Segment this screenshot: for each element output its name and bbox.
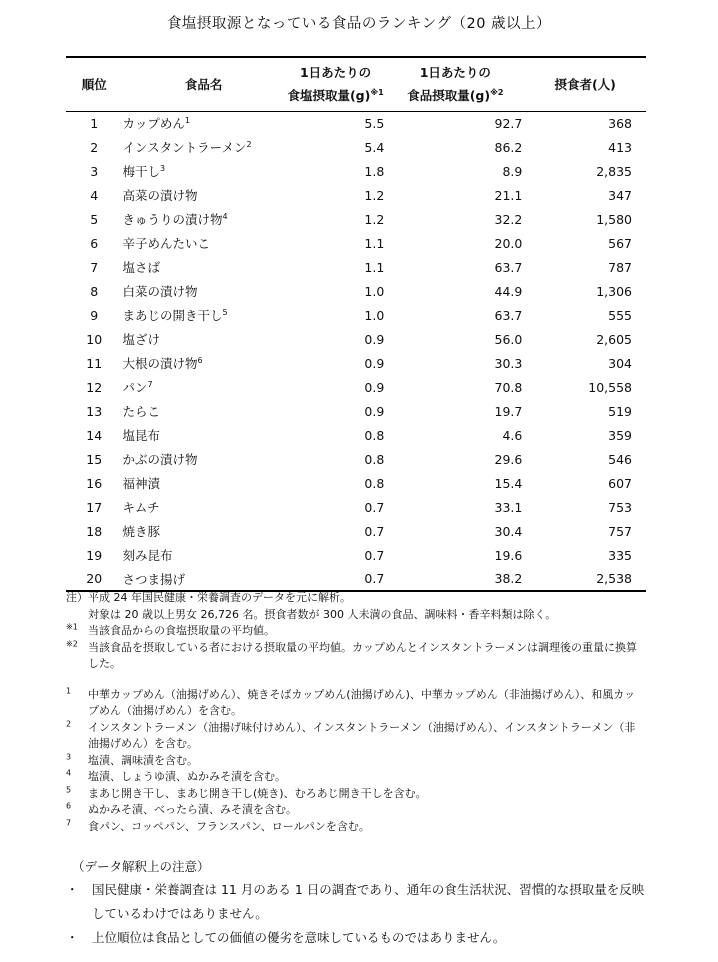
- consumer-count-cell: 519: [608, 403, 632, 419]
- ranking-table: [66, 56, 646, 592]
- caution-heading: （データ解釈上の注意）: [72, 859, 210, 874]
- food-name: 焼き豚: [122, 524, 160, 539]
- food-name: かぶの漬け物: [122, 452, 198, 467]
- note-line2: 対象は 20 歳以上男女 26,726 名。摂食者数が 300 人未満の食品、調味料・香辛料類は除く。: [88, 607, 557, 621]
- table-row: [66, 495, 646, 519]
- table-row: [66, 375, 646, 399]
- caution-item: [66, 926, 656, 950]
- salt-intake-cell: 5.5: [364, 115, 385, 131]
- bullet-icon: ・: [66, 882, 79, 897]
- caution-item: [66, 878, 656, 926]
- consumer-count-cell: 10,558: [588, 379, 632, 395]
- footnote-6-text: ぬかみそ漬、べったら漬、みそ漬を含む。: [88, 803, 297, 816]
- food-intake-cell: 33.1: [494, 499, 523, 515]
- food-name-cell: [122, 567, 284, 591]
- salt-intake-cell: 0.8: [364, 475, 385, 491]
- food-name: 大根の漬け物: [122, 356, 198, 371]
- rank-cell: 11: [86, 355, 103, 371]
- food-name-cell: [122, 471, 284, 495]
- food-intake-cell: 29.6: [494, 451, 523, 467]
- footnote-ref: 5: [222, 307, 228, 317]
- footnote-ref: 1: [184, 116, 190, 126]
- food-intake-cell: 21.1: [494, 187, 523, 203]
- page-title: 食塩摂取源となっている食品のランキング（20 歳以上）: [166, 16, 552, 32]
- food-name: 白菜の漬け物: [122, 284, 198, 299]
- note-row: [66, 607, 646, 624]
- footnote-1-text: 中華カップめん（油揚げめん）、焼きそばカップめん(油揚げめん)、中華カップめん（非油揚げめん）、和風カップめん（油揚げめん）を含む。: [88, 687, 636, 717]
- food-name-cell: [122, 207, 284, 231]
- food-name: 塩ざけ: [122, 332, 160, 347]
- header-food-intake: [386, 57, 524, 111]
- rank-cell: 13: [86, 403, 103, 419]
- table-row: [66, 183, 646, 207]
- food-name: 塩さば: [122, 260, 160, 275]
- table-row: [66, 399, 646, 423]
- rank-cell: 17: [86, 499, 103, 515]
- food-intake-cell: 8.9: [502, 163, 523, 179]
- food-name-cell: [122, 159, 284, 183]
- footnote-2: $^2$ インスタントラーメン（油揚げ味付けめん）、インスタントラーメン（油揚げめん）、インスタントラーメン（非油揚げめん）を含む。: [66, 720, 646, 753]
- footnote-7: $^7$ 食パン、コッペパン、フランスパン、ロールパンを含む。: [66, 819, 646, 836]
- header-rank: 順位: [81, 76, 107, 92]
- consumer-count-cell: 555: [608, 307, 632, 323]
- rank-cell: 15: [86, 451, 103, 467]
- consumer-count-cell: 607: [608, 475, 632, 491]
- table-row: [66, 543, 646, 567]
- footnote-5-text: まあじ開き干し、まあじ開き干し(焼き)、むろあじ開き干しを含む。: [88, 786, 427, 800]
- salt-intake-cell: 1.0: [364, 283, 385, 299]
- table-row: [66, 231, 646, 255]
- consumer-count-cell: 1,580: [596, 211, 632, 227]
- food-name: 刻み昆布: [122, 548, 173, 563]
- salt-intake-cell: 5.4: [364, 139, 385, 155]
- food-name-cell: [122, 423, 284, 447]
- table-row: [66, 111, 646, 135]
- table-row: [66, 351, 646, 375]
- caution-section: [66, 856, 656, 950]
- food-name-cell: [122, 447, 284, 471]
- food-name: 梅干し: [122, 164, 160, 179]
- salt-intake-cell: 1.2: [364, 187, 385, 203]
- consumer-count-cell: 2,538: [596, 571, 632, 586]
- food-intake-cell: 86.2: [494, 139, 523, 155]
- bullet-icon: ・: [66, 930, 79, 945]
- table-body: [66, 111, 646, 591]
- food-intake-cell: 19.7: [494, 403, 523, 419]
- table-row: [66, 159, 646, 183]
- consumer-count-cell: 304: [608, 355, 632, 371]
- food-intake-cell: 4.6: [502, 427, 523, 443]
- rank-cell: 1: [90, 115, 99, 131]
- salt-intake-cell: 1.1: [364, 235, 385, 251]
- food-name: 福神漬: [122, 476, 160, 491]
- rank-cell: 2: [90, 139, 99, 155]
- food-name: さつま揚げ: [122, 571, 185, 587]
- food-name-cell: [122, 327, 284, 351]
- consumer-count-cell: 347: [608, 187, 632, 203]
- header-food-line2: 食品摂取量(g): [407, 88, 491, 104]
- salt-intake-cell: 0.7: [364, 523, 385, 539]
- header-food-line1: 1日あたりの: [419, 65, 491, 81]
- salt-intake-cell: 0.9: [364, 355, 385, 371]
- food-intake-cell: 30.4: [494, 523, 523, 539]
- note-mark1-row: [66, 623, 646, 640]
- header-salt-intake: [285, 57, 386, 111]
- salt-intake-cell: 1.2: [364, 211, 385, 227]
- food-name: 塩昆布: [122, 428, 160, 443]
- food-name: キムチ: [122, 500, 160, 515]
- table-row: [66, 567, 646, 591]
- rank-cell: 12: [86, 379, 103, 395]
- food-name-cell: [122, 255, 284, 279]
- note-mark2-row: [66, 640, 646, 673]
- food-intake-cell: 20.0: [494, 235, 523, 251]
- consumer-count-cell: 2,835: [596, 163, 632, 179]
- food-name: カップめん: [122, 116, 185, 132]
- footnote-3: $^3$ 塩漬、調味漬を含む。: [66, 753, 646, 770]
- table-row: [66, 423, 646, 447]
- footnote-ref: 3: [159, 163, 166, 173]
- consumer-count-cell: 753: [608, 499, 632, 515]
- rank-cell: 9: [90, 307, 99, 323]
- food-name-cell: [122, 231, 284, 255]
- notes-section: [66, 590, 646, 835]
- table-header-row: [66, 57, 646, 111]
- food-name-cell: [122, 111, 284, 135]
- salt-intake-cell: 0.7: [364, 499, 385, 515]
- food-name-cell: [122, 303, 284, 327]
- food-intake-cell: 32.2: [494, 211, 523, 227]
- header-salt-mark: ※1: [370, 88, 384, 98]
- header-salt-line2: 食塩摂取量(g): [287, 88, 371, 104]
- footnote-4-text: 塩漬、しょうゆ漬、ぬかみそ漬を含む。: [88, 770, 286, 783]
- footnote-7-text: 食パン、コッペパン、フランスパン、ロールパンを含む。: [88, 819, 370, 833]
- rank-cell: 3: [90, 163, 99, 179]
- table-row: [66, 279, 646, 303]
- salt-intake-cell: 0.8: [364, 451, 385, 467]
- food-name: たらこ: [122, 404, 160, 419]
- table-row: [66, 255, 646, 279]
- consumer-count-cell: 787: [608, 259, 632, 275]
- food-name-cell: [122, 351, 284, 375]
- food-intake-cell: 92.7: [494, 115, 523, 131]
- food-intake-cell: 63.7: [494, 259, 523, 275]
- consumer-count-cell: 335: [608, 547, 632, 563]
- table-row: [66, 207, 646, 231]
- food-intake-cell: 63.7: [494, 307, 523, 323]
- food-intake-cell: 19.6: [494, 547, 523, 563]
- salt-intake-cell: 0.9: [364, 379, 385, 395]
- table-row: [66, 471, 646, 495]
- food-intake-cell: 38.2: [494, 571, 523, 586]
- salt-intake-cell: 0.7: [364, 571, 385, 586]
- footnote-2-text: インスタントラーメン（油揚げ味付けめん）、インスタントラーメン（油揚げめん）、インスタントラーメン（非油揚げめん）を含む。: [88, 720, 636, 750]
- salt-intake-cell: 0.8: [364, 427, 385, 443]
- salt-intake-cell: 1.1: [364, 259, 385, 275]
- caution-item1-text: 国民健康・栄養調査は 11 月のある 1 日の調査であり、通年の食生活状況、習慣的な摂取量を反映しているわけではありません。: [92, 882, 645, 921]
- rank-cell: 18: [86, 523, 103, 539]
- food-name-cell: [122, 495, 284, 519]
- note-line1: 平成 24 年国民健康・栄養調査のデータを元に解析。: [88, 591, 351, 604]
- note-label: 注）: [66, 591, 88, 604]
- consumer-count-cell: 413: [608, 139, 632, 155]
- salt-intake-cell: 1.0: [364, 307, 385, 323]
- rank-cell: 8: [90, 283, 99, 299]
- footnote-6: $^6$ ぬかみそ漬、べったら漬、みそ漬を含む。: [66, 802, 646, 819]
- rank-cell: 10: [86, 331, 103, 347]
- food-intake-cell: 70.8: [494, 379, 523, 395]
- food-name: きゅうりの漬け物: [122, 212, 223, 227]
- food-name-cell: [122, 519, 284, 543]
- note-mark2-text: 当該食品を摂取している者における摂取量の平均値。カップめんとインスタントラーメンは調理後の重量に換算した。: [88, 640, 638, 670]
- footnote-5: $^5$ まあじ開き干し、まあじ開き干し(焼き)、むろあじ開き干しを含む。: [66, 786, 646, 803]
- food-name: 辛子めんたいこ: [122, 236, 210, 251]
- note-mark2: ※2: [66, 638, 78, 648]
- header-consumers: 摂食者(人): [554, 76, 616, 92]
- food-name: まあじの開き干し: [122, 308, 223, 323]
- salt-intake-cell: 1.8: [364, 163, 385, 179]
- rank-cell: 5: [90, 211, 99, 227]
- food-name: インスタントラーメン: [122, 140, 247, 155]
- rank-cell: 16: [86, 475, 103, 491]
- consumer-count-cell: 2,605: [596, 331, 632, 347]
- note-mark1-text: 当該食品からの食塩摂取量の平均値。: [88, 624, 275, 637]
- salt-intake-cell: 0.9: [364, 403, 385, 419]
- consumer-count-cell: 359: [608, 427, 632, 443]
- table-row: [66, 303, 646, 327]
- consumer-count-cell: 757: [608, 523, 632, 539]
- footnote-ref: 2: [246, 139, 252, 149]
- food-name: パン: [122, 380, 148, 395]
- footnote-ref: 4: [222, 211, 228, 221]
- table-row: [66, 519, 646, 543]
- salt-intake-cell: 0.9: [364, 331, 385, 347]
- food-name-cell: [122, 135, 284, 159]
- consumer-count-cell: 368: [608, 115, 632, 131]
- note-row: [66, 590, 646, 607]
- food-name-cell: [122, 183, 284, 207]
- food-name: 高菜の漬け物: [122, 188, 198, 203]
- consumer-count-cell: 1,306: [596, 283, 632, 299]
- table-row: [66, 135, 646, 159]
- rank-cell: 7: [90, 259, 99, 275]
- salt-intake-cell: 0.7: [364, 547, 385, 563]
- header-salt-line1: 1日あたりの: [299, 65, 372, 81]
- footnote-1: $^1$ 中華カップめん（油揚げめん）、焼きそばカップめん(油揚げめん)、中華カップめん（非油揚げめん）、和風カップめん（油揚げめん）を含む。: [66, 687, 646, 720]
- consumer-count-cell: 546: [608, 451, 632, 467]
- food-intake-cell: 15.4: [494, 475, 523, 491]
- note-mark1: ※1: [66, 622, 78, 632]
- table-row: [66, 327, 646, 351]
- food-intake-cell: 44.9: [494, 283, 523, 299]
- rank-cell: 4: [90, 187, 99, 203]
- footnote-ref: 7: [147, 379, 153, 389]
- food-name-cell: [122, 375, 284, 399]
- food-name-cell: [122, 543, 284, 567]
- rank-cell: 6: [90, 235, 99, 251]
- caution-item2-text: 上位順位は食品としての価値の優劣を意味しているものではありません。: [92, 930, 506, 945]
- food-name-cell: [122, 279, 284, 303]
- rank-cell: 20: [86, 571, 103, 586]
- table-row: [66, 447, 646, 471]
- food-intake-cell: 30.3: [494, 355, 523, 371]
- header-food-name: 食品名: [184, 76, 223, 92]
- food-intake-cell: 56.0: [494, 331, 523, 347]
- rank-cell: 19: [86, 547, 103, 563]
- footnote-3-text: 塩漬、調味漬を含む。: [88, 753, 198, 767]
- food-name-cell: [122, 399, 284, 423]
- footnote-4: $^4$ 塩漬、しょうゆ漬、ぬかみそ漬を含む。: [66, 769, 646, 786]
- consumer-count-cell: 567: [608, 235, 632, 251]
- header-food-mark: ※2: [490, 88, 504, 98]
- rank-cell: 14: [86, 427, 103, 443]
- footnote-ref: 6: [197, 355, 203, 365]
